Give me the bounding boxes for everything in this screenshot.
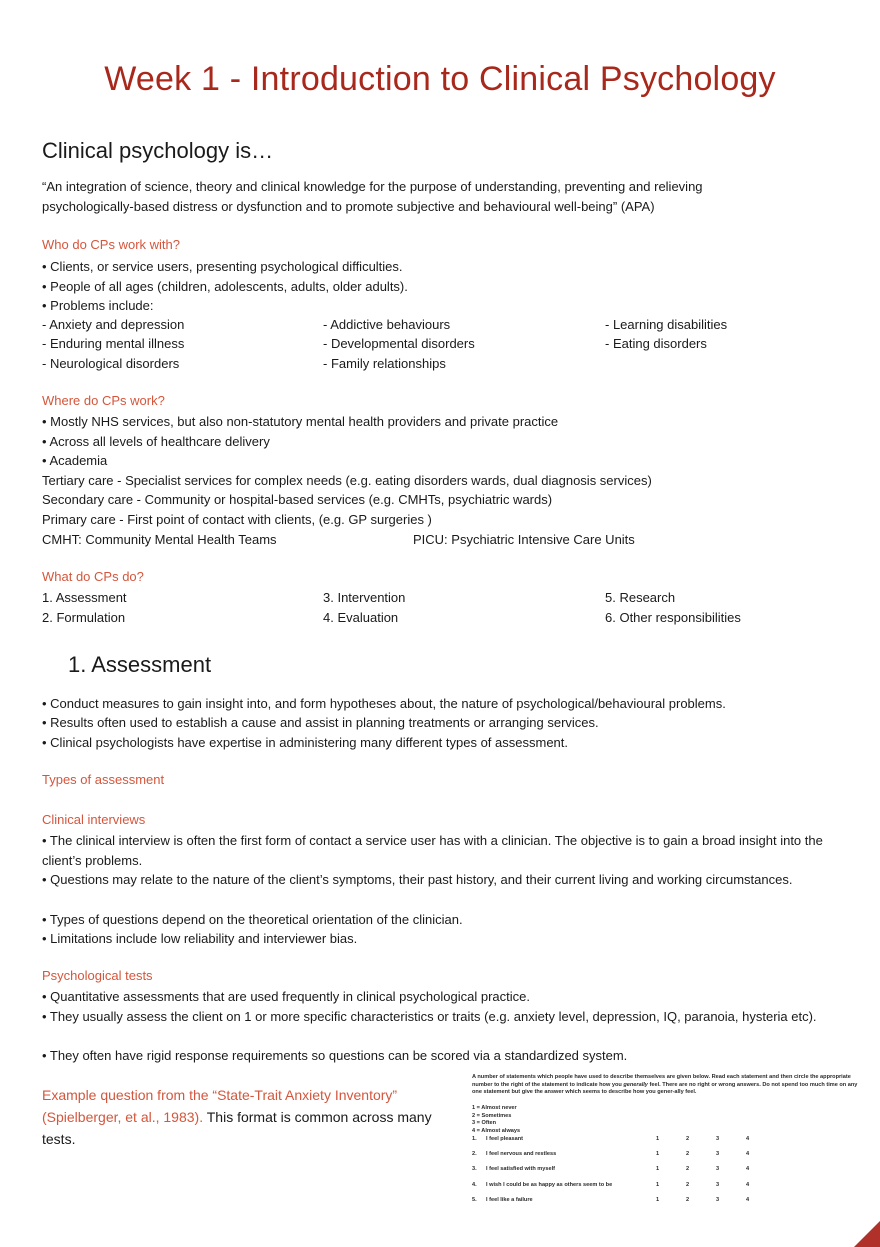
page-title: Week 1 - Introduction to Clinical Psychology bbox=[104, 60, 776, 98]
care-level-primary: Primary care - First point of contact with clients, (e.g. GP surgeries ) bbox=[42, 512, 432, 527]
stai-item-5-statement: I feel like a failure bbox=[486, 1196, 533, 1203]
stai-instructions bbox=[472, 1074, 864, 1097]
who-bullet-2: • People of all ages (children, adolescents, adults, older adults). bbox=[42, 279, 408, 294]
stai-item-2-option-1[interactable]: 1 bbox=[656, 1151, 660, 1158]
stai-scale-4: 4 = Almost always bbox=[472, 1127, 521, 1134]
stai-item-5-number: 5. bbox=[472, 1196, 477, 1203]
what-section-heading: What do CPs do? bbox=[42, 569, 144, 584]
problem-col1-item1: - Anxiety and depression bbox=[42, 317, 185, 332]
who-section-heading: Who do CPs work with? bbox=[42, 237, 180, 252]
stai-items-table bbox=[472, 1136, 776, 1212]
abbreviation-cmht: CMHT: Community Mental Health Teams bbox=[42, 532, 277, 547]
stai-item-1-option-2[interactable]: 2 bbox=[686, 1136, 690, 1142]
what-col1-item1: 1. Assessment bbox=[42, 590, 127, 605]
assessment-bullet-3: • Clinical psychologists have expertise in administering many different types of assessment. bbox=[42, 735, 569, 750]
problem-col3-item1: - Learning disabilities bbox=[605, 317, 728, 332]
abbreviation-picu: PICU: Psychiatric Intensive Care Units bbox=[413, 532, 635, 547]
stai-item-2-statement: I feel nervous and restless bbox=[486, 1151, 557, 1158]
types-of-assessment-heading: Types of assessment bbox=[42, 772, 165, 787]
stai-item-2-option-2[interactable]: 2 bbox=[686, 1151, 690, 1158]
problem-col1-item3: - Neurological disorders bbox=[42, 356, 180, 371]
stai-scale-1: 1 = Almost never bbox=[472, 1105, 517, 1111]
stai-item-4-option-4[interactable]: 4 bbox=[746, 1181, 750, 1188]
what-col1-item2: 2. Formulation bbox=[42, 610, 126, 625]
problem-col3-item2: - Eating disorders bbox=[605, 336, 707, 351]
stai-item-1-option-1[interactable]: 1 bbox=[656, 1136, 660, 1142]
stai-item-5-option-3[interactable]: 3 bbox=[716, 1196, 720, 1203]
problem-col2-item3: - Family relationships bbox=[323, 356, 446, 371]
stai-scale-2: 2 = Sometimes bbox=[472, 1112, 512, 1119]
example-caption-dark: This format is common across many tests. bbox=[42, 1109, 432, 1147]
stai-item-4-option-1[interactable]: 1 bbox=[656, 1181, 660, 1188]
stai-scale-3: 3 = Often bbox=[472, 1120, 497, 1127]
psychological-tests-bullet-2: • They usually assess the client on 1 or more specific characteristics or traits (e.g. anxiety level, depression, IQ, paranoia, hysteria etc). bbox=[42, 1009, 817, 1024]
stai-scale-legend bbox=[472, 1105, 520, 1135]
definition-quote-line-1: “An integration of science, theory and clinical knowledge for the purpose of understanding, preventing and relieving bbox=[42, 179, 703, 194]
table-row bbox=[472, 1151, 776, 1166]
what-col2-item1: 3. Intervention bbox=[323, 590, 406, 605]
what-col3-item1: 5. Research bbox=[605, 590, 676, 605]
where-bullet-2: • Across all levels of healthcare delivery bbox=[42, 434, 270, 449]
clinical-interviews-bullet-2: • Questions may relate to the nature of the client’s symptoms, their past history, and their current living and working circumstances. bbox=[42, 872, 793, 887]
table-row bbox=[472, 1166, 776, 1181]
assessment-bullet-2: • Results often used to establish a cause and assist in planning treatments or arranging services. bbox=[42, 715, 599, 730]
problem-col2-item1: - Addictive behaviours bbox=[323, 317, 451, 332]
stai-item-1-option-3[interactable]: 3 bbox=[716, 1136, 720, 1142]
stai-item-3-option-4[interactable]: 4 bbox=[746, 1166, 750, 1173]
stai-item-5-option-1[interactable]: 1 bbox=[656, 1196, 660, 1203]
definition-heading: Clinical psychology is… bbox=[42, 138, 274, 163]
stai-item-1-option-4[interactable]: 4 bbox=[746, 1136, 750, 1142]
table-row bbox=[472, 1197, 776, 1212]
stai-item-2-number: 2. bbox=[472, 1151, 477, 1158]
who-bullet-3: • Problems include: bbox=[42, 298, 154, 313]
care-level-tertiary: Tertiary care - Specialist services for complex needs (e.g. eating disorders wards, dual diagnosis services) bbox=[42, 473, 652, 488]
stai-instructions-italic: generally bbox=[623, 1081, 648, 1088]
stai-item-3-number: 3. bbox=[472, 1166, 477, 1173]
corner-triangle-decoration bbox=[854, 1221, 880, 1247]
stai-item-1-number: 1. bbox=[472, 1136, 477, 1142]
stai-item-4-option-3[interactable]: 3 bbox=[716, 1181, 720, 1188]
stai-item-1-statement: I feel pleasant bbox=[486, 1136, 523, 1142]
table-row bbox=[472, 1182, 776, 1197]
who-bullet-1: • Clients, or service users, presenting psychological difficulties. bbox=[42, 259, 403, 274]
stai-item-2-option-4[interactable]: 4 bbox=[746, 1151, 750, 1158]
stai-example-image bbox=[455, 1068, 880, 1247]
example-caption bbox=[42, 1084, 442, 1150]
where-section-heading: Where do CPs work? bbox=[42, 393, 165, 408]
stai-item-4-option-2[interactable]: 2 bbox=[686, 1181, 690, 1188]
where-bullet-3: • Academia bbox=[42, 453, 108, 468]
problem-col2-item2: - Developmental disorders bbox=[323, 336, 475, 351]
stai-item-3-statement: I feel satisfied with myself bbox=[486, 1166, 556, 1173]
clinical-interviews-heading: Clinical interviews bbox=[42, 812, 146, 827]
stai-item-3-option-1[interactable]: 1 bbox=[656, 1166, 660, 1173]
stai-item-3-option-3[interactable]: 3 bbox=[716, 1166, 720, 1173]
table-row bbox=[472, 1136, 776, 1151]
clinical-interviews-bullet-1: • The clinical interview is often the first form of contact a service user has with a clinician. The objective is to gain a broad insight into the client’s problems. bbox=[42, 833, 823, 868]
clinical-interviews-bullet-4: • Limitations include low reliability and interviewer bias. bbox=[42, 931, 358, 946]
clinical-interviews-bullet-3: • Types of questions depend on the theoretical orientation of the clinician. bbox=[42, 912, 463, 927]
assessment-heading: 1. Assessment bbox=[68, 652, 212, 677]
what-col2-item2: 4. Evaluation bbox=[323, 610, 399, 625]
psychological-tests-heading: Psychological tests bbox=[42, 968, 153, 983]
assessment-bullet-1: • Conduct measures to gain insight into, and form hypotheses about, the nature of psychological/behavioural problems. bbox=[42, 696, 726, 711]
care-level-secondary: Secondary care - Community or hospital-based services (e.g. CMHTs, psychiatric wards) bbox=[42, 492, 553, 507]
example-caption-coral: Example question from the “State-Trait Anxiety Inventory” (Spielberger, et al., 1983). bbox=[42, 1087, 398, 1125]
stai-item-4-statement: I wish I could be as happy as others seem to be bbox=[486, 1181, 613, 1188]
problem-col1-item2: - Enduring mental illness bbox=[42, 336, 185, 351]
stai-instructions-b: feel. There are no right or wrong answers. Do not spend too much time on any one statement but give the answer which seems to describe how you gener-ally feel. bbox=[472, 1081, 858, 1096]
stai-item-5-option-2[interactable]: 2 bbox=[686, 1196, 690, 1203]
stai-item-2-option-3[interactable]: 3 bbox=[716, 1151, 720, 1158]
stai-item-4-number: 4. bbox=[472, 1181, 477, 1188]
stai-item-5-option-4[interactable]: 4 bbox=[746, 1196, 750, 1203]
definition-quote-line-2: psychologically-based distress or dysfunction and to promote subjective and behavioural well-being” (APA) bbox=[42, 199, 655, 214]
psychological-tests-bullet-3: • They often have rigid response requirements so questions can be scored via a standardized system. bbox=[42, 1048, 628, 1063]
what-col3-item2: 6. Other responsibilities bbox=[605, 610, 741, 625]
stai-item-3-option-2[interactable]: 2 bbox=[686, 1166, 690, 1173]
stai-instructions-a: A number of statements which people have used to describe themselves are given below. Read each statement and then circle the appropriate number to the right of the statement to indicate how you bbox=[472, 1074, 851, 1088]
where-bullet-1: • Mostly NHS services, but also non-statutory mental health providers and private practice bbox=[42, 414, 559, 429]
psychological-tests-bullet-1: • Quantitative assessments that are used frequently in clinical psychological practice. bbox=[42, 989, 530, 1004]
